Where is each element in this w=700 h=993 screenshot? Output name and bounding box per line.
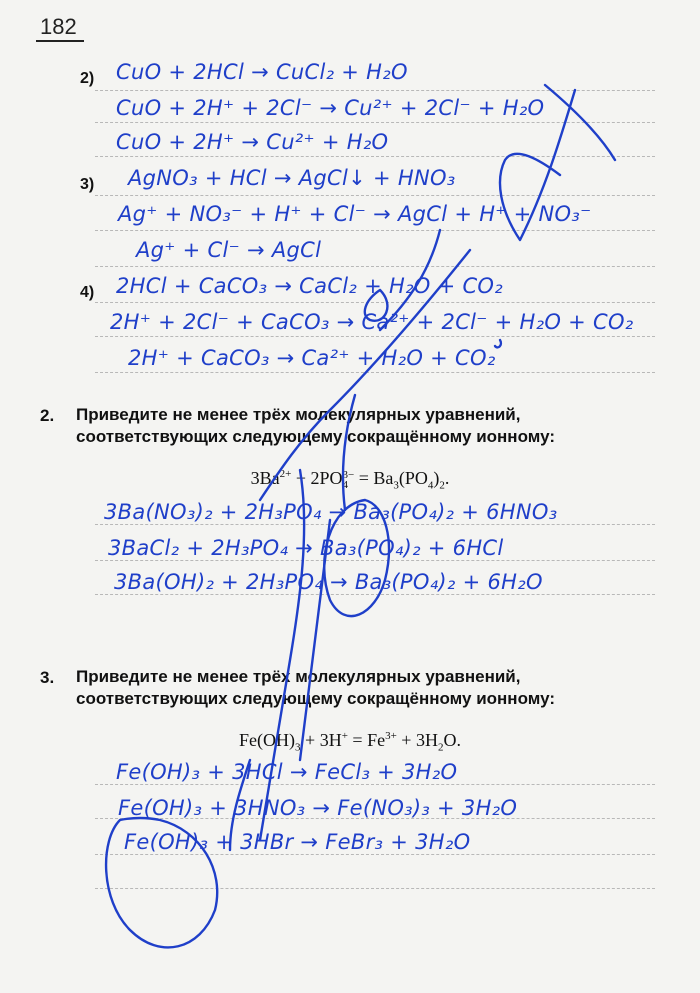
handwritten-equation: 2H⁺ + 2Cl⁻ + CaCO₃ → Ca²⁺ + 2Cl⁻ + H₂O + CO₂ <box>110 310 634 334</box>
ruled-line <box>95 784 655 785</box>
task-text: Приведите не менее трёх молекулярных уравнений, соответствующих следующему сокращённому ионному: <box>76 405 555 446</box>
item-label: 4) <box>80 284 95 301</box>
ruled-line <box>95 302 655 303</box>
ruled-line <box>95 122 655 123</box>
item-label: 3) <box>80 176 95 193</box>
page-number: 182 <box>40 14 77 39</box>
handwritten-equation: Fe(OH)₃ + 3HCl → FeCl₃ + 3H₂O <box>116 760 458 784</box>
handwritten-equation: CuO + 2HCl → CuCl₂ + H₂O <box>116 60 408 84</box>
handwritten-equation: Ag⁺ + Cl⁻ → AgCl <box>136 238 322 262</box>
item-label: 2) <box>80 70 95 87</box>
handwritten-equation: CuO + 2H⁺ → Cu²⁺ + H₂O <box>116 130 389 154</box>
ruled-line <box>95 524 655 525</box>
handwritten-equation: AgNO₃ + HCl → AgCl↓ + HNO₃ <box>128 166 456 190</box>
page-number-underline <box>36 40 84 42</box>
ruled-line <box>95 854 655 855</box>
ruled-line <box>95 90 655 91</box>
ruled-line <box>95 230 655 231</box>
ionic-equation: $Fe(OH)_3 + 3H^+ = Fe^{3+} + 3H_2O$. <box>239 730 461 754</box>
handwritten-equation: 3Ba(NO₃)₂ + 2H₃PO₄ → Ba₃(PO₄)₂ + 6HNO₃ <box>104 500 558 524</box>
ruled-line <box>95 156 655 157</box>
handwritten-equation: CuO + 2H⁺ + 2Cl⁻ → Cu²⁺ + 2Cl⁻ + H₂O <box>116 96 545 120</box>
ruled-line <box>95 594 655 595</box>
handwritten-equation: Fe(OH)₃ + 3HNO₃ → Fe(NO₃)₃ + 3H₂O <box>118 796 518 820</box>
handwritten-equation: Fe(OH)₃ + 3HBr → FeBr₃ + 3H₂O <box>124 830 471 854</box>
task-number: 2. <box>40 406 55 425</box>
ruled-line <box>95 195 655 196</box>
handwritten-equation: 2H⁺ + CaCO₃ → Ca²⁺ + H₂O + CO₂ <box>128 346 496 370</box>
handwritten-equation: Ag⁺ + NO₃⁻ + H⁺ + Cl⁻ → AgCl + H⁺ + NO₃⁻ <box>118 202 592 226</box>
ruled-line <box>95 336 655 337</box>
handwritten-equation: 3Ba(OH)₂ + 2H₃PO₄ → Ba₃(PO₄)₂ + 6H₂O <box>114 570 543 594</box>
ruled-line <box>95 888 655 889</box>
ruled-line <box>95 266 655 267</box>
handwritten-equation: 3BaCl₂ + 2H₃PO₄ → Ba₃(PO₄)₂ + 6HCl <box>108 536 504 560</box>
task-text: Приведите не менее трёх молекулярных уравнений, соответствующих следующему сокращённому ионному: <box>76 667 555 708</box>
task-number: 3. <box>40 668 55 687</box>
ruled-line <box>95 372 655 373</box>
ionic-equation: $3Ba^{2+} + 2PO3-$ $4 = Ba_3(PO_4)_2$. <box>250 468 450 492</box>
ruled-line <box>95 560 655 561</box>
handwritten-equation: 2HCl + CaCO₃ → CaCl₂ + H₂O + CO₂ <box>116 274 503 298</box>
